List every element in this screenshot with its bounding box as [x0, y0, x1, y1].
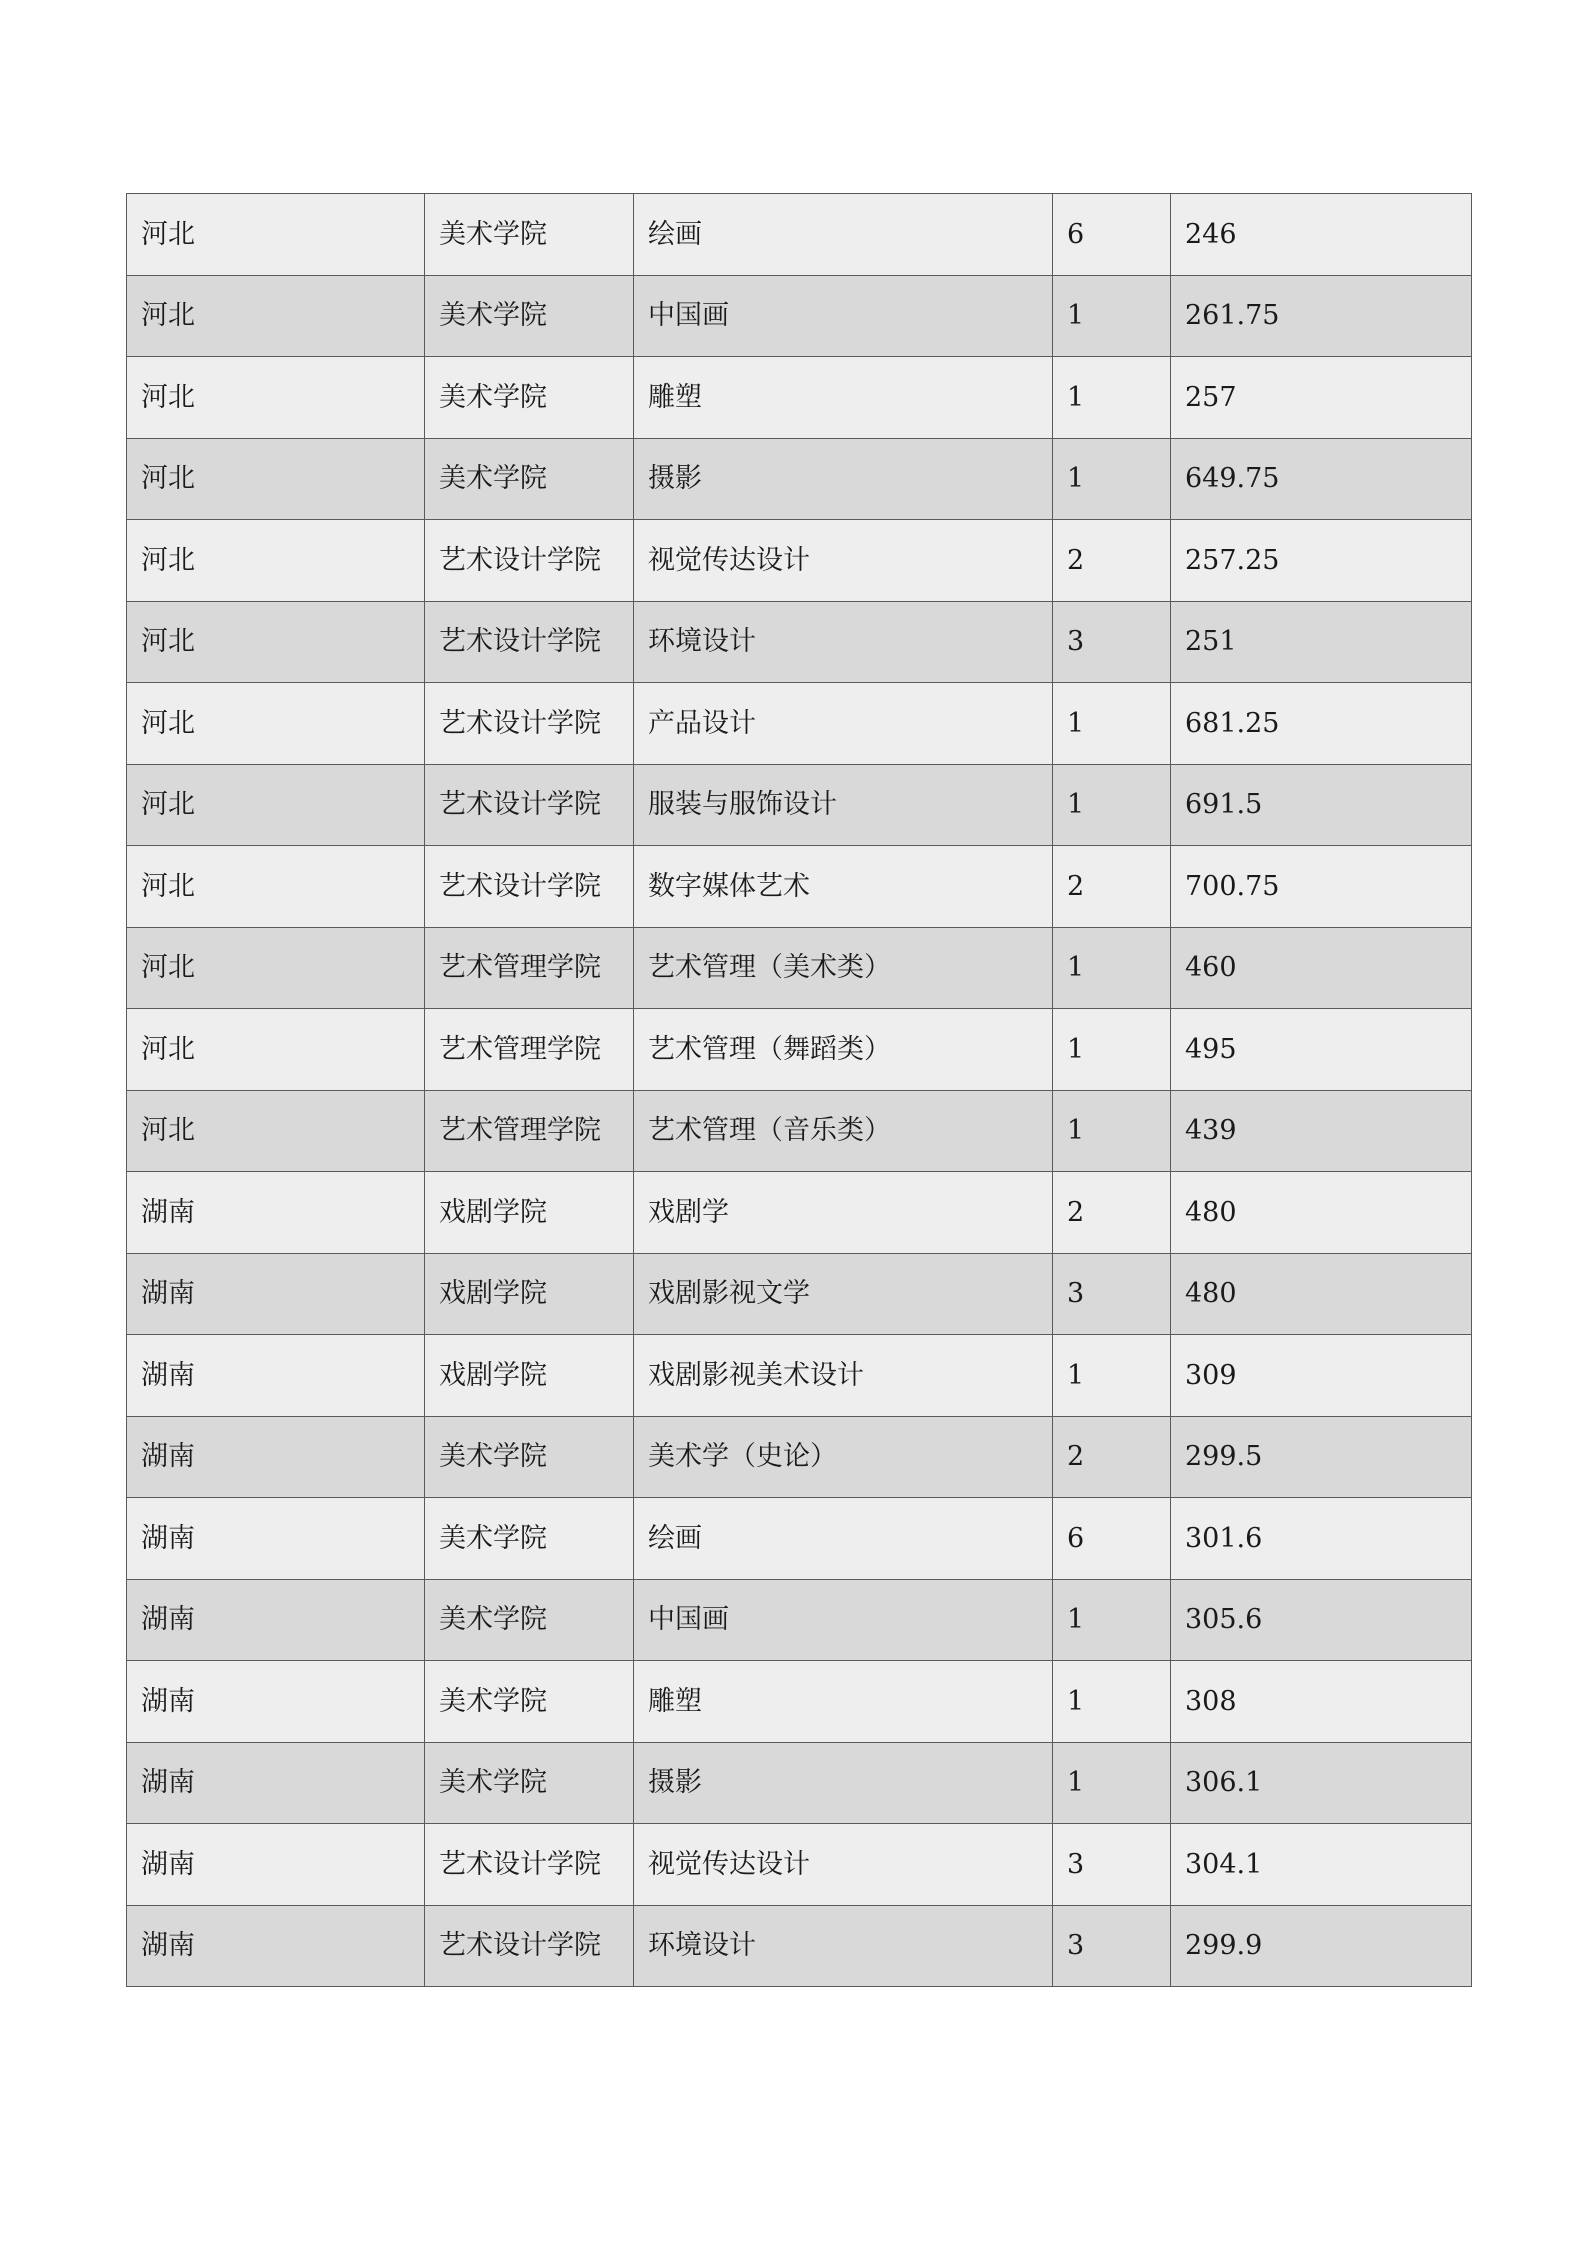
province-cell: 河北	[127, 601, 425, 683]
count-cell: 1	[1053, 764, 1171, 846]
major-cell: 中国画	[634, 1579, 1053, 1661]
major-cell: 戏剧影视美术设计	[634, 1335, 1053, 1417]
province-cell: 河北	[127, 194, 425, 276]
province-cell: 湖南	[127, 1579, 425, 1661]
table-row	[127, 1253, 1472, 1335]
table-row	[127, 846, 1472, 928]
table-row	[127, 275, 1472, 357]
count-cell: 2	[1053, 1416, 1171, 1498]
major-cell: 数字媒体艺术	[634, 846, 1053, 928]
score-cell: 439	[1171, 1090, 1472, 1172]
count-cell: 1	[1053, 357, 1171, 439]
score-cell: 299.9	[1171, 1905, 1472, 1987]
college-cell: 美术学院	[425, 194, 634, 276]
major-cell: 中国画	[634, 275, 1053, 357]
count-cell: 1	[1053, 1579, 1171, 1661]
score-cell: 246	[1171, 194, 1472, 276]
college-cell: 美术学院	[425, 1579, 634, 1661]
province-cell: 湖南	[127, 1498, 425, 1580]
score-cell: 495	[1171, 1009, 1472, 1091]
count-cell: 1	[1053, 438, 1171, 520]
province-cell: 湖南	[127, 1905, 425, 1987]
table-row	[127, 683, 1472, 765]
score-cell: 460	[1171, 927, 1472, 1009]
score-cell: 257.25	[1171, 520, 1472, 602]
count-cell: 1	[1053, 275, 1171, 357]
score-cell: 700.75	[1171, 846, 1472, 928]
table-row	[127, 1416, 1472, 1498]
province-cell: 河北	[127, 520, 425, 602]
college-cell: 戏剧学院	[425, 1253, 634, 1335]
count-cell: 3	[1053, 1824, 1171, 1906]
college-cell: 艺术设计学院	[425, 846, 634, 928]
province-cell: 河北	[127, 438, 425, 520]
major-cell: 戏剧影视文学	[634, 1253, 1053, 1335]
college-cell: 美术学院	[425, 1742, 634, 1824]
table-row	[127, 601, 1472, 683]
college-cell: 艺术管理学院	[425, 1009, 634, 1091]
province-cell: 河北	[127, 683, 425, 765]
table-row	[127, 194, 1472, 276]
count-cell: 6	[1053, 1498, 1171, 1580]
count-cell: 2	[1053, 846, 1171, 928]
college-cell: 艺术设计学院	[425, 1905, 634, 1987]
score-cell: 251	[1171, 601, 1472, 683]
table-row	[127, 1335, 1472, 1417]
score-cell: 261.75	[1171, 275, 1472, 357]
table-row	[127, 357, 1472, 439]
college-cell: 美术学院	[425, 438, 634, 520]
college-cell: 戏剧学院	[425, 1335, 634, 1417]
table-row	[127, 1661, 1472, 1743]
score-cell: 301.6	[1171, 1498, 1472, 1580]
province-cell: 河北	[127, 1009, 425, 1091]
major-cell: 摄影	[634, 1742, 1053, 1824]
major-cell: 戏剧学	[634, 1172, 1053, 1254]
score-cell: 480	[1171, 1253, 1472, 1335]
province-cell: 湖南	[127, 1742, 425, 1824]
table-row	[127, 1172, 1472, 1254]
major-cell: 雕塑	[634, 357, 1053, 439]
college-cell: 艺术管理学院	[425, 927, 634, 1009]
table-row	[127, 1742, 1472, 1824]
college-cell: 艺术设计学院	[425, 601, 634, 683]
major-cell: 摄影	[634, 438, 1053, 520]
province-cell: 河北	[127, 275, 425, 357]
college-cell: 戏剧学院	[425, 1172, 634, 1254]
major-cell: 艺术管理（音乐类）	[634, 1090, 1053, 1172]
count-cell: 3	[1053, 1253, 1171, 1335]
score-cell: 480	[1171, 1172, 1472, 1254]
province-cell: 河北	[127, 927, 425, 1009]
table-body	[127, 194, 1472, 1987]
table-row	[127, 764, 1472, 846]
table-row	[127, 1498, 1472, 1580]
score-cell: 309	[1171, 1335, 1472, 1417]
major-cell: 艺术管理（舞蹈类）	[634, 1009, 1053, 1091]
major-cell: 环境设计	[634, 601, 1053, 683]
table-row	[127, 927, 1472, 1009]
score-cell: 299.5	[1171, 1416, 1472, 1498]
college-cell: 美术学院	[425, 1416, 634, 1498]
major-cell: 服装与服饰设计	[634, 764, 1053, 846]
college-cell: 艺术设计学院	[425, 520, 634, 602]
table-row	[127, 1824, 1472, 1906]
major-cell: 绘画	[634, 1498, 1053, 1580]
major-cell: 产品设计	[634, 683, 1053, 765]
major-cell: 艺术管理（美术类）	[634, 927, 1053, 1009]
province-cell: 湖南	[127, 1661, 425, 1743]
score-cell: 306.1	[1171, 1742, 1472, 1824]
province-cell: 河北	[127, 1090, 425, 1172]
count-cell: 3	[1053, 601, 1171, 683]
major-cell: 雕塑	[634, 1661, 1053, 1743]
college-cell: 美术学院	[425, 1498, 634, 1580]
count-cell: 1	[1053, 927, 1171, 1009]
count-cell: 1	[1053, 1661, 1171, 1743]
college-cell: 艺术管理学院	[425, 1090, 634, 1172]
table-row	[127, 1579, 1472, 1661]
province-cell: 河北	[127, 846, 425, 928]
score-cell: 305.6	[1171, 1579, 1472, 1661]
province-cell: 湖南	[127, 1824, 425, 1906]
college-cell: 艺术设计学院	[425, 683, 634, 765]
major-cell: 环境设计	[634, 1905, 1053, 1987]
major-cell: 美术学（史论）	[634, 1416, 1053, 1498]
college-cell: 美术学院	[425, 357, 634, 439]
table-row	[127, 1090, 1472, 1172]
table-row	[127, 520, 1472, 602]
score-cell: 304.1	[1171, 1824, 1472, 1906]
count-cell: 1	[1053, 1090, 1171, 1172]
admissions-table	[126, 193, 1472, 1987]
major-cell: 绘画	[634, 194, 1053, 276]
score-cell: 257	[1171, 357, 1472, 439]
major-cell: 视觉传达设计	[634, 520, 1053, 602]
count-cell: 1	[1053, 683, 1171, 765]
score-cell: 649.75	[1171, 438, 1472, 520]
count-cell: 3	[1053, 1905, 1171, 1987]
province-cell: 湖南	[127, 1172, 425, 1254]
count-cell: 1	[1053, 1009, 1171, 1091]
score-cell: 308	[1171, 1661, 1472, 1743]
count-cell: 2	[1053, 1172, 1171, 1254]
province-cell: 河北	[127, 764, 425, 846]
college-cell: 美术学院	[425, 1661, 634, 1743]
score-cell: 691.5	[1171, 764, 1472, 846]
province-cell: 湖南	[127, 1253, 425, 1335]
province-cell: 湖南	[127, 1335, 425, 1417]
province-cell: 河北	[127, 357, 425, 439]
count-cell: 2	[1053, 520, 1171, 602]
province-cell: 湖南	[127, 1416, 425, 1498]
score-cell: 681.25	[1171, 683, 1472, 765]
major-cell: 视觉传达设计	[634, 1824, 1053, 1906]
college-cell: 艺术设计学院	[425, 1824, 634, 1906]
college-cell: 美术学院	[425, 275, 634, 357]
count-cell: 1	[1053, 1335, 1171, 1417]
count-cell: 1	[1053, 1742, 1171, 1824]
table-row	[127, 438, 1472, 520]
table-row	[127, 1009, 1472, 1091]
count-cell: 6	[1053, 194, 1171, 276]
college-cell: 艺术设计学院	[425, 764, 634, 846]
table-row	[127, 1905, 1472, 1987]
